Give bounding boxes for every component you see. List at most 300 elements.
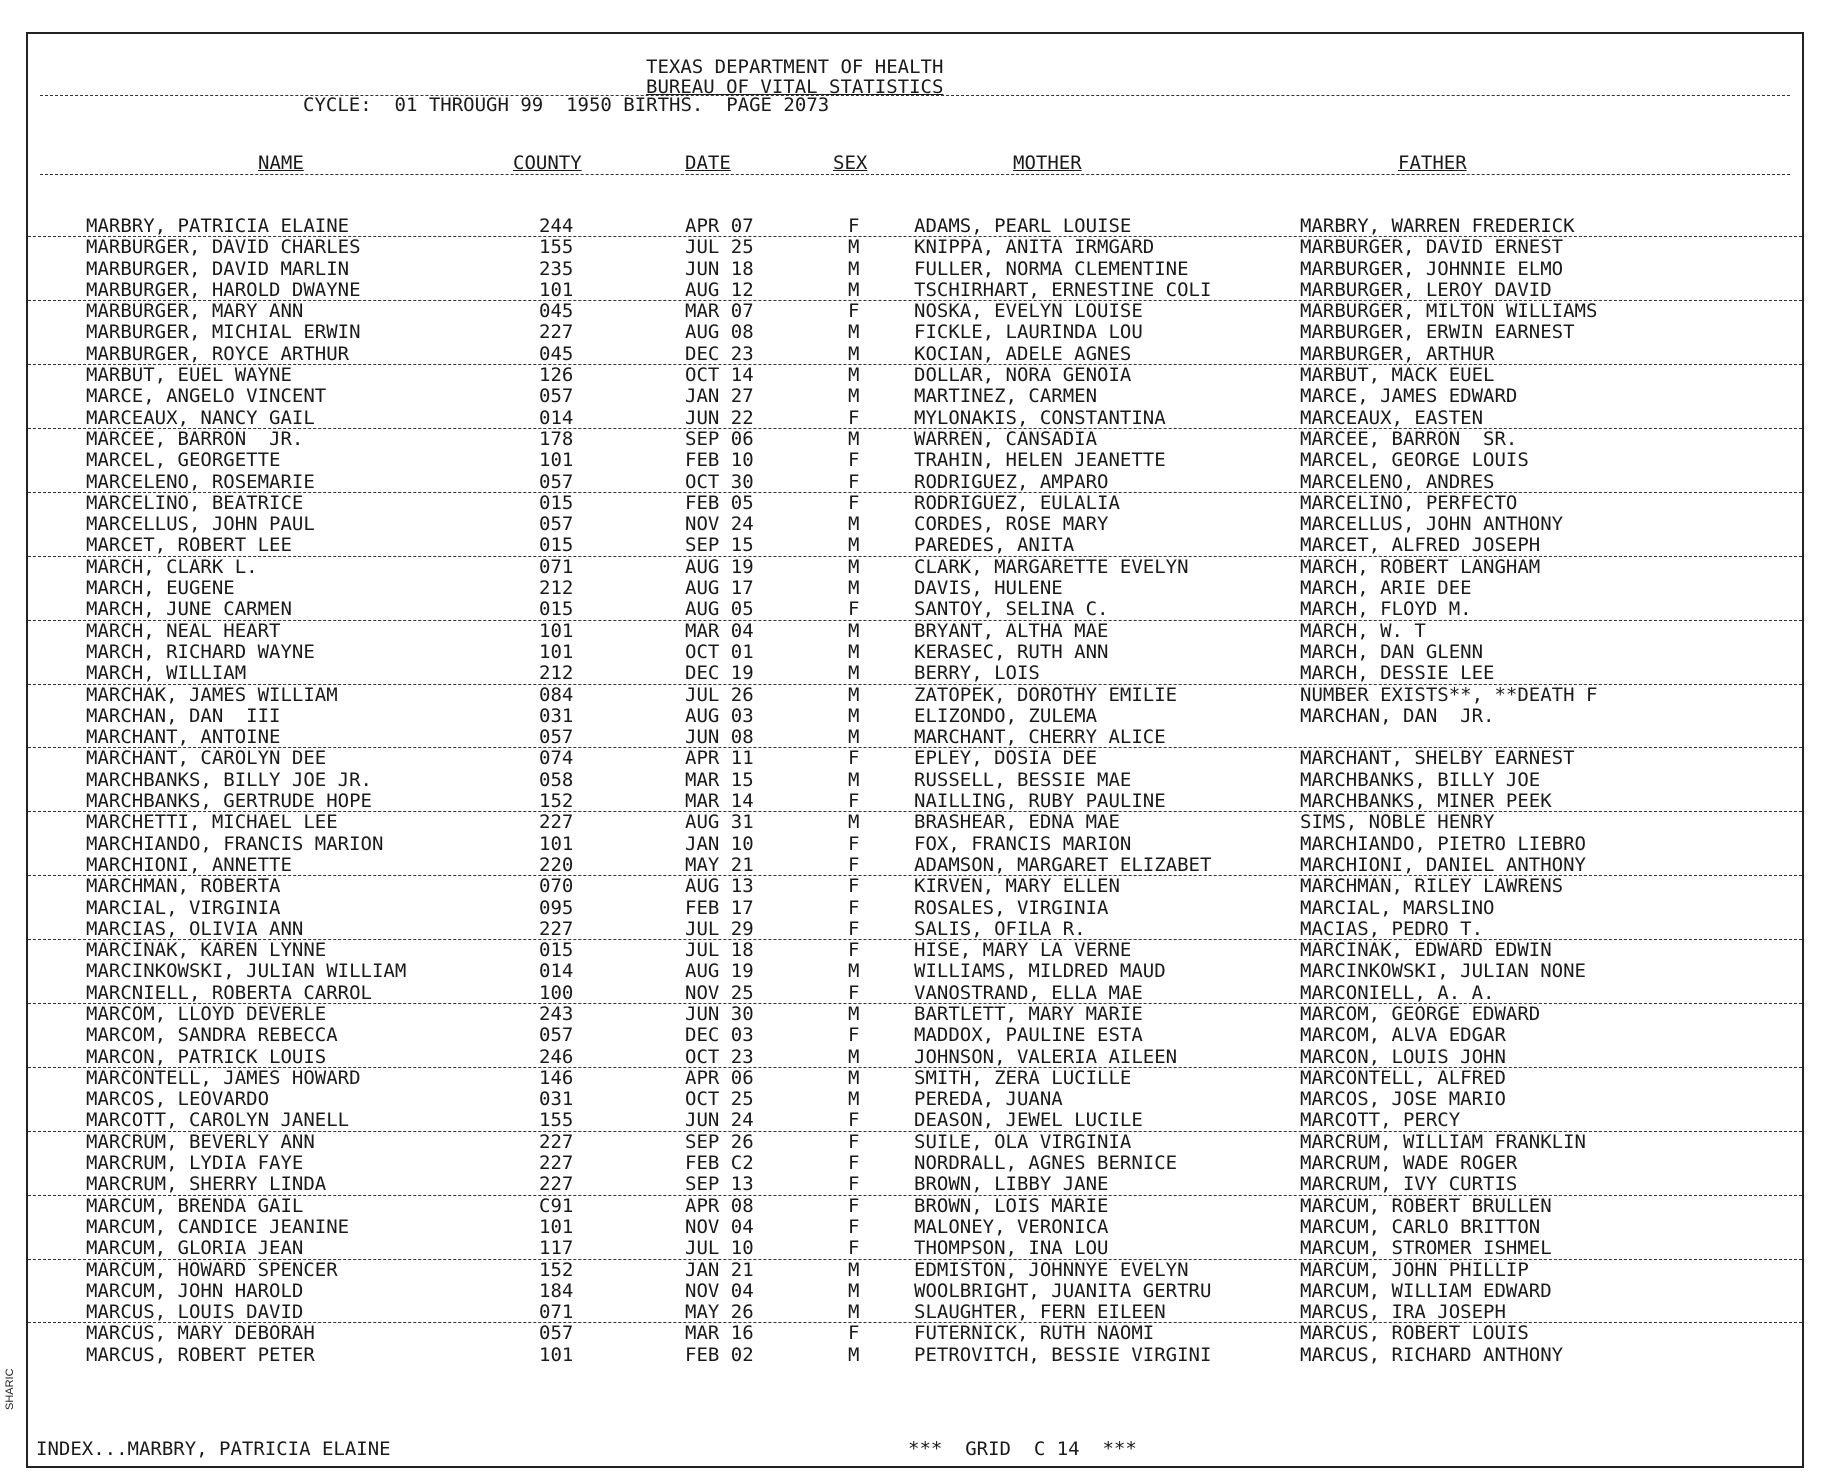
cell-sex: F [848, 449, 860, 472]
cell-date: FEB 05 [685, 491, 754, 514]
table-row [28, 1025, 1802, 1046]
cell-county: 101 [539, 832, 574, 855]
column-header-rule [40, 174, 1790, 175]
cell-father: MARCH, ROBERT LANGHAM [1300, 555, 1541, 578]
cell-father: MARCUM, WILLIAM EDWARD [1300, 1279, 1552, 1302]
cell-county: 227 [539, 321, 574, 344]
cell-date: MAR 14 [685, 790, 754, 813]
cell-sex: M [848, 1343, 860, 1366]
cell-date: APR 08 [685, 1194, 754, 1217]
cell-name: MARCINAK, KAREN LYNNE [86, 939, 327, 962]
cell-mother: MADDOX, PAULINE ESTA [914, 1024, 1143, 1047]
cell-sex: M [848, 257, 860, 280]
cell-county: 152 [539, 1258, 574, 1281]
cell-mother: CLARK, MARGARETTE EVELYN [914, 555, 1189, 578]
cell-sex: M [848, 1066, 860, 1089]
cell-name: MARCNIELL, ROBERTA CARROL [86, 981, 372, 1004]
cell-mother: FUTERNICK, RUTH NAOMI [914, 1322, 1155, 1345]
cell-sex: F [848, 790, 860, 813]
table-row [28, 386, 1802, 407]
table-row [28, 1004, 1802, 1025]
footer-grid: *** GRID C 14 *** [908, 1438, 1137, 1460]
cell-sex: M [848, 726, 860, 749]
cell-county: 015 [539, 939, 574, 962]
cell-mother: RUSSELL, BESSIE MAE [914, 768, 1132, 791]
cell-mother: PEREDA, JUANA [914, 1088, 1063, 1111]
cell-mother: FOX, FRANCIS MARION [914, 832, 1132, 855]
cell-sex: F [848, 215, 860, 237]
cell-county: 126 [539, 364, 574, 387]
cell-county: 227 [539, 811, 574, 834]
cell-father: MARCELENO, ANDRES [1300, 470, 1495, 493]
table-row [28, 301, 1802, 322]
cell-sex: F [848, 981, 860, 1004]
cell-date: NOV 04 [685, 1279, 754, 1302]
cell-name: MARCHBANKS, BILLY JOE JR. [86, 768, 372, 791]
cell-date: JUL 26 [685, 683, 754, 706]
cell-father: MARCUM, CARLO BRITTON [1300, 1215, 1541, 1238]
cell-mother: SANTOY, SELINA C. [914, 598, 1109, 621]
cell-name: MARCHANT, CAROLYN DEE [86, 747, 327, 770]
cell-name: MARBRY, PATRICIA ELAINE [86, 215, 350, 237]
cell-county: 184 [539, 1279, 574, 1302]
cell-name: MARCINKOWSKI, JULIAN WILLIAM [86, 960, 407, 983]
table-row [28, 621, 1802, 642]
cell-mother: CORDES, ROSE MARY [914, 513, 1109, 536]
cell-county: 070 [539, 875, 574, 898]
cell-county: 031 [539, 704, 574, 727]
cell-mother: PETROVITCH, BESSIE VIRGINI [914, 1343, 1212, 1366]
cell-county: 212 [539, 577, 574, 600]
table-row [28, 259, 1802, 280]
cell-county: 014 [539, 960, 574, 983]
cell-sex: M [848, 1279, 860, 1302]
table-row [28, 578, 1802, 599]
cell-date: SEP 15 [685, 534, 754, 557]
cell-father: MARCUS, RICHARD ANTHONY [1300, 1343, 1564, 1366]
cell-mother: WARREN, CANSADIA [914, 427, 1098, 450]
cell-sex: M [848, 278, 860, 301]
cell-father: MARCUM, STROMER ISHMEL [1300, 1237, 1552, 1260]
cell-date: JUL 29 [685, 917, 754, 940]
cell-county: 146 [539, 1066, 574, 1089]
table-row [28, 1345, 1802, 1366]
cell-sex: F [848, 1109, 860, 1132]
cell-county: 227 [539, 1152, 574, 1175]
cell-date: OCT 01 [685, 640, 754, 663]
cell-name: MARCELENO, ROSEMARIE [86, 470, 315, 493]
cell-mother: THOMPSON, INA LOU [914, 1237, 1109, 1260]
cell-county: 101 [539, 278, 574, 301]
cell-county: 227 [539, 917, 574, 940]
cell-father: MARCRUM, WADE ROGER [1300, 1152, 1518, 1175]
cell-date: JUL 10 [685, 1237, 754, 1260]
cell-name: MARCE, ANGELO VINCENT [86, 385, 327, 408]
cell-father: MARBURGER, JOHNNIE ELMO [1300, 257, 1564, 280]
cell-father: MARCOTT, PERCY [1300, 1109, 1461, 1132]
table-row [28, 408, 1802, 429]
table-row [28, 919, 1802, 940]
cell-name: MARBURGER, ROYCE ARTHUR [86, 342, 350, 365]
table-row [28, 472, 1802, 493]
cell-name: MARCHBANKS, GERTRUDE HOPE [86, 790, 372, 813]
cell-county: 045 [539, 300, 574, 323]
cell-father: MARCON, LOUIS JOHN [1300, 1045, 1506, 1068]
cell-mother: SALIS, OFILA R. [914, 917, 1086, 940]
cell-name: MARCH, RICHARD WAYNE [86, 640, 315, 663]
cell-mother: NORDRALL, AGNES BERNICE [914, 1152, 1178, 1175]
cell-name: MARCON, PATRICK LOUIS [86, 1045, 327, 1068]
cell-county: 057 [539, 470, 574, 493]
table-row [28, 429, 1802, 450]
cell-sex: F [848, 875, 860, 898]
cell-date: FEB C2 [685, 1152, 754, 1175]
cell-county: 071 [539, 1301, 574, 1324]
cell-mother: BERRY, LOIS [914, 662, 1040, 685]
cell-mother: WOOLBRIGHT, JUANITA GERTRU [914, 1279, 1212, 1302]
column-header-county: COUNTY [513, 152, 582, 174]
cell-mother: MARTINEZ, CARMEN [914, 385, 1098, 408]
cell-father: MARCEAUX, EASTEN [1300, 406, 1484, 429]
cell-mother: DEASON, JEWEL LUCILE [914, 1109, 1143, 1132]
column-header-name: NAME [258, 152, 304, 174]
cell-county: 057 [539, 726, 574, 749]
cell-father: MARCELINO, PERFECTO [1300, 491, 1518, 514]
cell-date: OCT 30 [685, 470, 754, 493]
cell-mother: SUILE, OLA VIRGINIA [914, 1130, 1132, 1153]
cell-date: JUL 18 [685, 939, 754, 962]
cell-sex: M [848, 1258, 860, 1281]
cell-name: MARCUM, CANDICE JEANINE [86, 1215, 350, 1238]
cell-father: MARCE, JAMES EDWARD [1300, 385, 1518, 408]
cell-date: MAY 26 [685, 1301, 754, 1324]
cell-sex: F [848, 1024, 860, 1047]
cell-name: MARCELINO, BEATRICE [86, 491, 304, 514]
cell-sex: F [848, 1322, 860, 1345]
cell-sex: M [848, 1002, 860, 1025]
cell-mother: KNIPPA, ANITA IRMGARD [914, 236, 1155, 259]
cell-mother: BRASHEAR, EDNA MAE [914, 811, 1120, 834]
table-row [28, 1174, 1802, 1195]
cell-sex: F [848, 1130, 860, 1153]
cell-date: MAR 07 [685, 300, 754, 323]
cell-date: SEP 06 [685, 427, 754, 450]
cell-father: MARCELLUS, JOHN ANTHONY [1300, 513, 1564, 536]
cell-mother: FULLER, NORMA CLEMENTINE [914, 257, 1189, 280]
cell-mother: ELIZONDO, ZULEMA [914, 704, 1098, 727]
cell-county: 015 [539, 534, 574, 557]
cell-date: AUG 05 [685, 598, 754, 621]
cell-name: MARCRUM, LYDIA FAYE [86, 1152, 304, 1175]
cell-mother: PAREDES, ANITA [914, 534, 1075, 557]
cell-name: MARCIAS, OLIVIA ANN [86, 917, 304, 940]
table-row [28, 855, 1802, 876]
cell-county: 101 [539, 449, 574, 472]
cell-mother: BARTLETT, MARY MARIE [914, 1002, 1143, 1025]
cell-date: MAY 21 [685, 853, 754, 876]
cell-father: MARCHIONI, DANIEL ANTHONY [1300, 853, 1586, 876]
cell-county: 152 [539, 790, 574, 813]
cell-county: 074 [539, 747, 574, 770]
table-row [28, 727, 1802, 748]
cell-date: APR 11 [685, 747, 754, 770]
cell-sex: F [848, 470, 860, 493]
cell-name: MARCIAL, VIRGINIA [86, 896, 281, 919]
column-header-father: FATHER [1398, 152, 1467, 174]
cell-name: MARCOM, SANDRA REBECCA [86, 1024, 338, 1047]
cell-father: MARCUM, JOHN PHILLIP [1300, 1258, 1529, 1281]
cell-father: MARBURGER, DAVID ERNEST [1300, 236, 1564, 259]
cell-name: MARBUT, EUEL WAYNE [86, 364, 292, 387]
table-row [28, 812, 1802, 833]
cell-father: MARCINAK, EDWARD EDWIN [1300, 939, 1552, 962]
cell-name: MARCET, ROBERT LEE [86, 534, 292, 557]
cell-county: 100 [539, 981, 574, 1004]
cell-father: MARCUM, ROBERT BRULLEN [1300, 1194, 1552, 1217]
table-row [28, 365, 1802, 386]
cell-father: MARCRUM, WILLIAM FRANKLIN [1300, 1130, 1586, 1153]
cell-county: 015 [539, 598, 574, 621]
cell-father: MARCEL, GEORGE LOUIS [1300, 449, 1529, 472]
table-row [28, 876, 1802, 897]
cell-county: 227 [539, 1173, 574, 1196]
cell-date: AUG 08 [685, 321, 754, 344]
cell-name: MARCOTT, CAROLYN JANELL [86, 1109, 350, 1132]
cell-mother: NOSKA, EVELYN LOUISE [914, 300, 1143, 323]
table-row [28, 1217, 1802, 1238]
cell-father: MARCHBANKS, MINER PEEK [1300, 790, 1552, 813]
cell-sex: F [848, 896, 860, 919]
table-row [28, 706, 1802, 727]
cell-father: MARCHIANDO, PIETRO LIEBRO [1300, 832, 1586, 855]
cell-name: MARCH, NEAL HEART [86, 619, 281, 642]
cell-sex: F [848, 1237, 860, 1260]
cell-father: MARBURGER, ARTHUR [1300, 342, 1495, 365]
cell-name: MARBURGER, DAVID CHARLES [86, 236, 361, 259]
cell-sex: M [848, 1045, 860, 1068]
cell-mother: ZATOPEK, DOROTHY EMILIE [914, 683, 1178, 706]
cell-sex: M [848, 662, 860, 685]
cell-father: MARCHMAN, RILEY LAWRENS [1300, 875, 1564, 898]
cell-sex: F [848, 917, 860, 940]
cell-date: APR 07 [685, 215, 754, 237]
cell-sex: M [848, 683, 860, 706]
cell-sex: M [848, 385, 860, 408]
cell-date: FEB 17 [685, 896, 754, 919]
cell-sex: F [848, 1215, 860, 1238]
cell-name: MARCONTELL, JAMES HOWARD [86, 1066, 361, 1089]
cell-sex: M [848, 577, 860, 600]
cell-date: OCT 25 [685, 1088, 754, 1111]
cell-sex: M [848, 640, 860, 663]
cell-father: MARBRY, WARREN FREDERICK [1300, 215, 1575, 237]
cell-mother: DAVIS, HULENE [914, 577, 1063, 600]
cell-mother: ROSALES, VIRGINIA [914, 896, 1109, 919]
cell-sex: M [848, 960, 860, 983]
cell-county: 178 [539, 427, 574, 450]
cell-county: 246 [539, 1045, 574, 1068]
cell-date: NOV 24 [685, 513, 754, 536]
cell-mother: MYLONAKIS, CONSTANTINA [914, 406, 1166, 429]
cell-mother: RODRIGUEZ, EULALIA [914, 491, 1120, 514]
cell-county: 057 [539, 1024, 574, 1047]
cell-county: 057 [539, 1322, 574, 1345]
table-row [28, 1260, 1802, 1281]
cell-sex: M [848, 534, 860, 557]
cell-date: FEB 02 [685, 1343, 754, 1366]
cell-mother: ADAMS, PEARL LOUISE [914, 215, 1132, 237]
cell-father: MARCOM, ALVA EDGAR [1300, 1024, 1506, 1047]
cell-father: MARCH, FLOYD M. [1300, 598, 1472, 621]
cell-father: MARCH, ARIE DEE [1300, 577, 1472, 600]
cell-date: AUG 19 [685, 960, 754, 983]
cell-name: MARCUM, BRENDA GAIL [86, 1194, 304, 1217]
table-row [28, 1196, 1802, 1217]
cell-sex: F [848, 1152, 860, 1175]
cell-father: MACIAS, PEDRO T. [1300, 917, 1484, 940]
cell-date: SEP 26 [685, 1130, 754, 1153]
cell-sex: M [848, 811, 860, 834]
cell-county: 095 [539, 896, 574, 919]
cell-father: MARCHBANKS, BILLY JOE [1300, 768, 1541, 791]
cell-date: AUG 12 [685, 278, 754, 301]
table-row [28, 770, 1802, 791]
cell-name: MARCH, CLARK L. [86, 555, 258, 578]
cell-name: MARCUS, MARY DEBORAH [86, 1322, 315, 1345]
table-row [28, 1047, 1802, 1068]
cell-father: MARBURGER, ERWIN EARNEST [1300, 321, 1575, 344]
cell-name: MARCUM, HOWARD SPENCER [86, 1258, 338, 1281]
cell-sex: M [848, 619, 860, 642]
cell-mother: VANOSTRAND, ELLA MAE [914, 981, 1143, 1004]
cell-father: MARCOS, JOSE MARIO [1300, 1088, 1506, 1111]
table-row [28, 898, 1802, 919]
cell-name: MARCELLUS, JOHN PAUL [86, 513, 315, 536]
cell-name: MARCH, WILLIAM [86, 662, 247, 685]
cell-sex: M [848, 1088, 860, 1111]
cell-county: 220 [539, 853, 574, 876]
cell-date: MAR 04 [685, 619, 754, 642]
cell-sex: F [848, 832, 860, 855]
cell-father: MARCUS, IRA JOSEPH [1300, 1301, 1506, 1324]
footer-index: INDEX...MARBRY, PATRICIA ELAINE [36, 1438, 391, 1460]
cell-mother: TRAHIN, HELEN JEANETTE [914, 449, 1166, 472]
cell-name: MARBURGER, DAVID MARLIN [86, 257, 350, 280]
cell-father: MARCOM, GEORGE EDWARD [1300, 1002, 1541, 1025]
cell-mother: TSCHIRHART, ERNESTINE COLI [914, 278, 1212, 301]
cell-county: 155 [539, 236, 574, 259]
column-header-sex: SEX [833, 152, 868, 174]
cell-name: MARCUM, JOHN HAROLD [86, 1279, 304, 1302]
cell-county: 235 [539, 257, 574, 280]
cell-sex: F [848, 598, 860, 621]
cell-name: MARCHIONI, ANNETTE [86, 853, 292, 876]
table-row [28, 748, 1802, 769]
cell-father: MARCET, ALFRED JOSEPH [1300, 534, 1541, 557]
cell-date: JUN 18 [685, 257, 754, 280]
cell-date: JUN 24 [685, 1109, 754, 1132]
table-row [28, 322, 1802, 343]
cell-father: MARCHAN, DAN JR. [1300, 704, 1495, 727]
column-header-date: DATE [685, 152, 731, 174]
table-row [28, 599, 1802, 620]
table-row [28, 834, 1802, 855]
cell-mother: JOHNSON, VALERIA AILEEN [914, 1045, 1178, 1068]
cell-sex: F [848, 747, 860, 770]
cell-date: JUN 30 [685, 1002, 754, 1025]
cell-county: C91 [539, 1194, 574, 1217]
cell-date: JAN 10 [685, 832, 754, 855]
cell-father: NUMBER EXISTS**, **DEATH F [1300, 683, 1598, 706]
cell-date: NOV 25 [685, 981, 754, 1004]
cell-name: MARBURGER, MARY ANN [86, 300, 304, 323]
cell-name: MARCHAK, JAMES WILLIAM [86, 683, 338, 706]
cell-sex: F [848, 853, 860, 876]
cell-name: MARBURGER, MICHIAL ERWIN [86, 321, 361, 344]
cell-county: 244 [539, 215, 574, 237]
cell-mother: SMITH, ZERA LUCILLE [914, 1066, 1132, 1089]
cell-name: MARCEE, BARRON JR. [86, 427, 304, 450]
table-row [28, 791, 1802, 812]
cell-name: MARCHAN, DAN III [86, 704, 281, 727]
cell-date: AUG 03 [685, 704, 754, 727]
cell-date: AUG 17 [685, 577, 754, 600]
cell-mother: ADAMSON, MARGARET ELIZABET [914, 853, 1212, 876]
cell-name: MARCEAUX, NANCY GAIL [86, 406, 315, 429]
cell-name: MARCUS, LOUIS DAVID [86, 1301, 304, 1324]
cell-date: AUG 31 [685, 811, 754, 834]
cell-sex: M [848, 555, 860, 578]
cell-county: 031 [539, 1088, 574, 1111]
cell-county: 057 [539, 513, 574, 536]
cell-name: MARCOM, LLOYD DEVERLE [86, 1002, 327, 1025]
cell-father: MARCIAL, MARSLINO [1300, 896, 1495, 919]
cell-sex: M [848, 1301, 860, 1324]
cell-date: DEC 03 [685, 1024, 754, 1047]
cell-name: MARCHIANDO, FRANCIS MARION [86, 832, 384, 855]
cell-county: 015 [539, 491, 574, 514]
table-row [28, 557, 1802, 578]
cell-county: 227 [539, 1130, 574, 1153]
cell-father: MARBURGER, LEROY DAVID [1300, 278, 1552, 301]
cell-county: 101 [539, 1215, 574, 1238]
cell-father: MARBURGER, MILTON WILLIAMS [1300, 300, 1598, 323]
cell-date: NOV 04 [685, 1215, 754, 1238]
side-mark: SHARIC [4, 1368, 16, 1410]
table-row [28, 1153, 1802, 1174]
cell-county: 071 [539, 555, 574, 578]
cell-county: 084 [539, 683, 574, 706]
cell-county: 058 [539, 768, 574, 791]
cell-mother: KERASEC, RUTH ANN [914, 640, 1109, 663]
cell-county: 014 [539, 406, 574, 429]
cell-name: MARCUS, ROBERT PETER [86, 1343, 315, 1366]
cell-date: DEC 19 [685, 662, 754, 685]
cell-father: MARCONTELL, ALFRED [1300, 1066, 1506, 1089]
cell-county: 101 [539, 619, 574, 642]
table-row [28, 450, 1802, 471]
cell-sex: M [848, 321, 860, 344]
register-page [26, 32, 1804, 1468]
cell-name: MARCHMAN, ROBERTA [86, 875, 281, 898]
cell-father: SIMS, NOBLE HENRY [1300, 811, 1495, 834]
cell-mother: WILLIAMS, MILDRED MAUD [914, 960, 1166, 983]
cell-county: 045 [539, 342, 574, 365]
cell-date: AUG 13 [685, 875, 754, 898]
cell-date: JAN 21 [685, 1258, 754, 1281]
cell-mother: MARCHANT, CHERRY ALICE [914, 726, 1166, 749]
table-row [28, 535, 1802, 556]
